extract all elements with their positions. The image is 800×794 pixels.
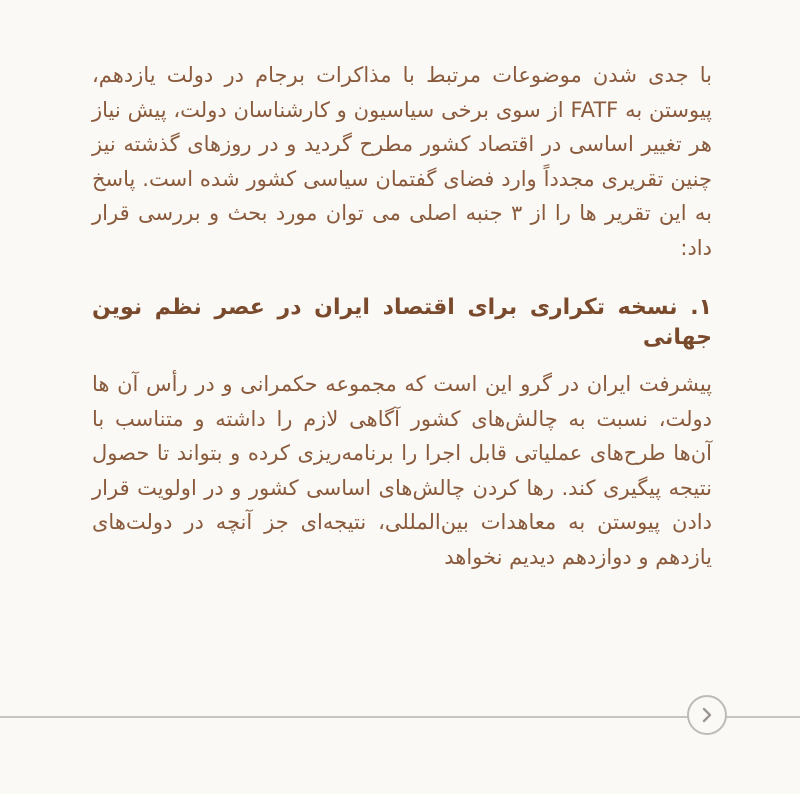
chevron-right-icon [698, 706, 716, 724]
section-heading: ۱. نسخه تکراری برای اقتصاد ایران در عصر نظم نوین جهانی [92, 295, 712, 350]
article-paragraph: پیشرفت ایران در گرو این است که مجموعه حکمرانی و در رأس آن ها دولت، نسبت به چالش‌های کشور آگاهی لازم را داشته و متناسب با آن‌ها طرح‌های عملیاتی قابل اجرا را برنامه‌ریزی کرده و بتواند تا حصول نتیجه پیگیری کند. رها کردن چالش‌های اساسی کشور و در اولویت قرار دادن پیوستن به معاهدات بین‌المللی، نتیجه‌ای جز آنچه در دولت‌های یازدهم و دوازدهم دیدیم نخواهد [92, 372, 712, 569]
article-paragraph: با جدی شدن موضوعات مرتبط با مذاکرات برجام در دولت یازدهم، پیوستن به FATF از سوی برخی سیاسیون و کارشناسان دولت، پیش نیاز هر تغییر اساسی در اقتصاد کشور مطرح گردید و در روزهای گذشته نیز چنین تقریری مجدداً وارد فضای گفتمان سیاسی کشور شده است. پاسخ به این تقریر ها را از ۳ جنبه اصلی می توان مورد بحث و بررسی قرار داد: [92, 63, 713, 260]
article-body [92, 58, 712, 574]
footer-divider [0, 716, 800, 718]
next-page-button[interactable] [687, 695, 727, 735]
